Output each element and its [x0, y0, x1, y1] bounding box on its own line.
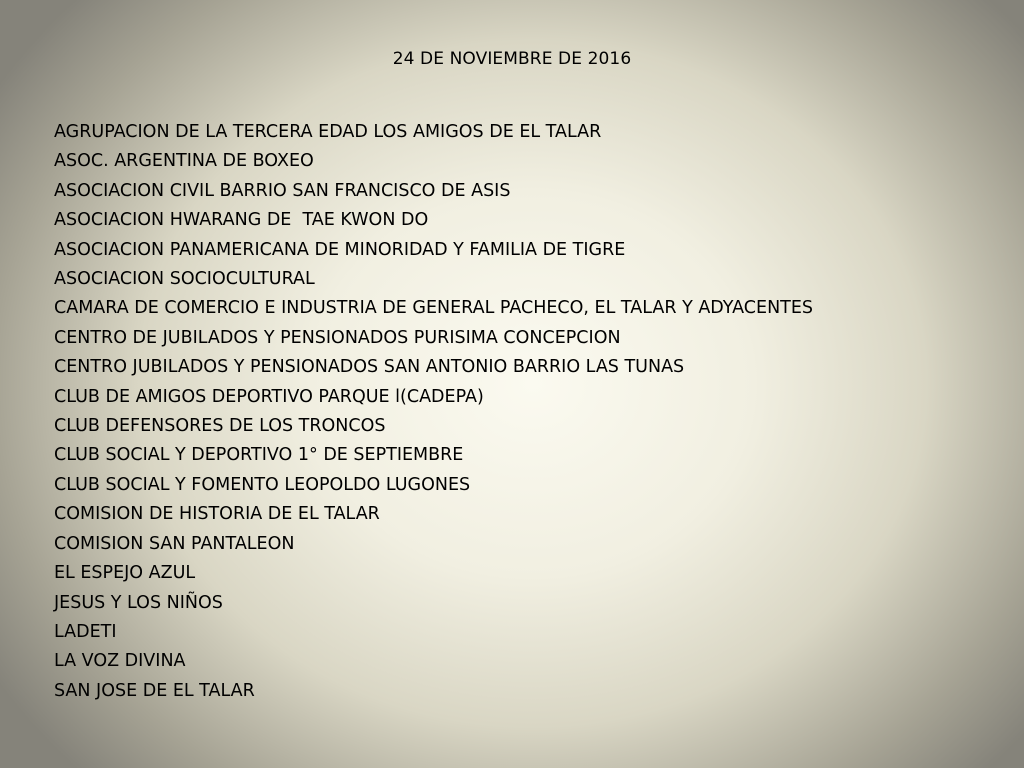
list-item: EL ESPEJO AZUL: [54, 563, 196, 584]
list-item: CLUB DE AMIGOS DEPORTIVO PARQUE l(CADEPA): [54, 386, 484, 407]
list-item: COMISION SAN PANTALEON: [54, 533, 295, 554]
list-item: COMISION DE HISTORIA DE EL TALAR: [54, 504, 380, 525]
list-item: ASOCIACION CIVIL BARRIO SAN FRANCISCO DE ASIS: [54, 180, 511, 201]
list-item: ASOCIACION PANAMERICANA DE MINORIDAD Y FAMILIA DE TIGRE: [54, 239, 626, 260]
list-item: ASOC. ARGENTINA DE BOXEO: [54, 151, 314, 172]
list-item: ASOCIACION SOCIOCULTURAL: [54, 269, 315, 290]
organization-list: [54, 118, 813, 706]
list-item: JESUS Y LOS NIÑOS: [54, 592, 223, 613]
list-item: CENTRO DE JUBILADOS Y PENSIONADOS PURISIMA CONCEPCION: [54, 327, 621, 348]
list-item: SAN JOSE DE EL TALAR: [54, 680, 255, 701]
list-item: CENTRO JUBILADOS Y PENSIONADOS SAN ANTONIO BARRIO LAS TUNAS: [54, 357, 685, 378]
list-item: AGRUPACION DE LA TERCERA EDAD LOS AMIGOS DE EL TALAR: [54, 122, 602, 142]
list-item: LADETI: [54, 621, 117, 642]
list-item: CAMARA DE COMERCIO E INDUSTRIA DE GENERAL PACHECO, EL TALAR Y ADYACENTES: [54, 298, 814, 319]
list-item: ASOCIACION HWARANG DE TAE KWON DO: [54, 210, 429, 231]
slide-date-title: 24 DE NOVIEMBRE DE 2016: [392, 49, 632, 69]
list-item: CLUB DEFENSORES DE LOS TRONCOS: [54, 416, 386, 437]
list-item: CLUB SOCIAL Y FOMENTO LEOPOLDO LUGONES: [54, 474, 471, 495]
list-item: CLUB SOCIAL Y DEPORTIVO 1° DE SEPTIEMBRE: [54, 445, 464, 466]
list-item: LA VOZ DIVINA: [54, 651, 186, 672]
